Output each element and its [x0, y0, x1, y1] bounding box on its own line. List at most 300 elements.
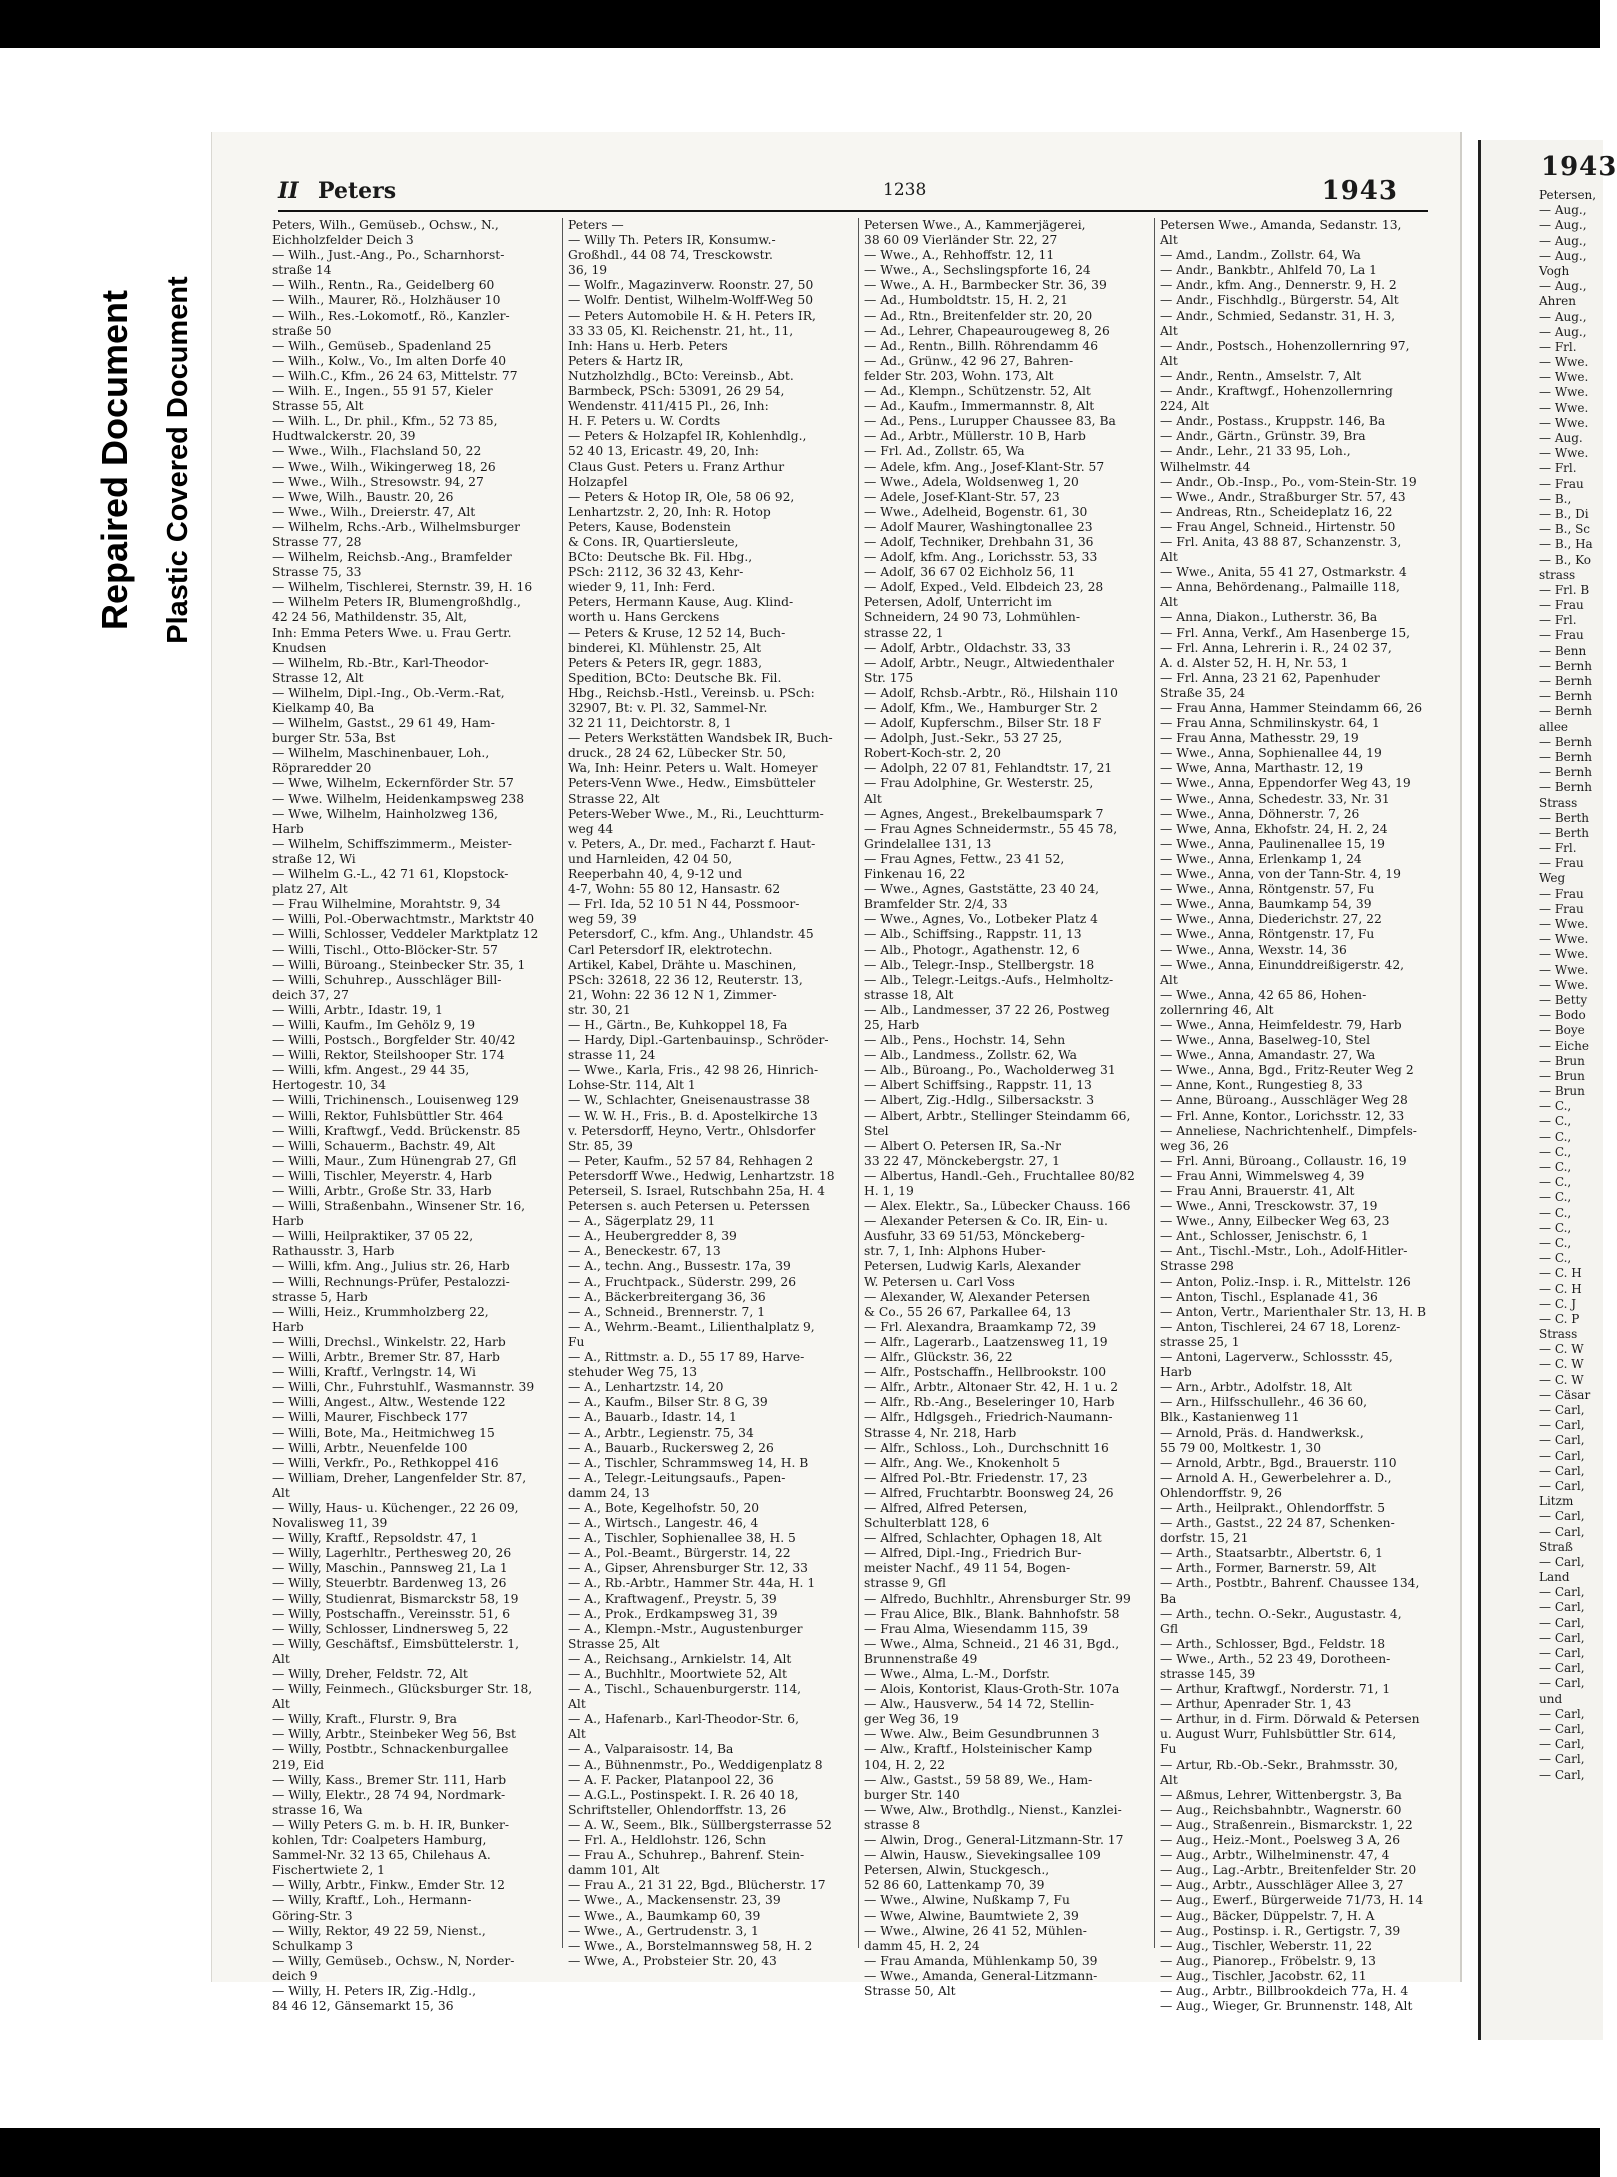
directory-entry-line: — Willi, Kraftwgf., Vedd. Brückenstr. 85: [272, 1123, 521, 1138]
directory-entry-line: — Amd., Landm., Zollstr. 64, Wa: [1160, 248, 1361, 263]
directory-entry-line: — Albertus, Handl.-Geh., Fruchtallee 80/82: [864, 1168, 1135, 1183]
adjacent-page-line: — B., Di: [1539, 506, 1589, 521]
directory-entry-line: — Arnold A. H., Gewerbelehrer a. D.,: [1160, 1470, 1392, 1485]
directory-entry-line: — Wwe., Alma, Schneid., 21 46 31, Bgd.,: [864, 1636, 1120, 1651]
directory-entry-line: strasse 18, Alt: [864, 987, 954, 1002]
adjacent-page-line: — Aug.,: [1539, 233, 1587, 248]
directory-entry-line: 33 22 47, Mönckebergstr. 27, 1: [864, 1153, 1060, 1168]
directory-entry-line: — Wwe., Anna, von der Tann-Str. 4, 19: [1160, 867, 1401, 882]
directory-entry-line: — Aug., Postinsp. i. R., Gertigstr. 7, 39: [1160, 1923, 1401, 1938]
adjacent-page-line: — Frl.: [1539, 339, 1577, 354]
adjacent-page-line: — Brun: [1539, 1053, 1585, 1068]
directory-entry-line: — Wwe., Anna, Baumkamp 54, 39: [1160, 897, 1372, 912]
directory-entry-line: Wendenstr. 411/415 Pl., 26, Inh:: [568, 399, 769, 414]
adjacent-page-line: — Bernh: [1539, 765, 1592, 780]
directory-entry-line: — Wwe, A., Probsteier Str. 20, 43: [568, 1953, 777, 1968]
directory-entry-line: — Wwe., A., Mackensenstr. 23, 39: [568, 1893, 781, 1908]
directory-entry-line: — Willy, Feinmech., Glücksburger Str. 18,: [272, 1682, 533, 1697]
directory-entry-line: burger Str. 140: [864, 1787, 960, 1802]
directory-entry-line: v. Peters, A., Dr. med., Facharzt f. Haut-: [568, 836, 816, 851]
adjacent-page-line: Petersen,: [1539, 188, 1597, 202]
directory-entry-line: — Alb., Telegr.-Leitgs.-Aufs., Helmholtz-: [864, 972, 1114, 987]
directory-entry-line: — Willi, Arbtr., Bremer Str. 87, Harb: [272, 1350, 500, 1365]
adjacent-page-line: — Carl,: [1539, 1721, 1585, 1736]
directory-entry-line: — Aug., Ewerf., Bürgerweide 71/73, H. 14: [1160, 1893, 1424, 1908]
adjacent-page-line: — Bernh: [1539, 704, 1592, 719]
directory-entry-line: — Arth., Gastst., 22 24 87, Schenken-: [1160, 1516, 1395, 1531]
adjacent-page-line: und: [1539, 1691, 1563, 1706]
directory-entry-line: — Alfr., Arbtr., Altonaer Str. 42, H. 1 u. 2: [864, 1380, 1119, 1395]
directory-entry-line: Holzapfel: [568, 474, 628, 489]
directory-entry-line: — Alwin, Drog., General-Litzmann-Str. 17: [864, 1833, 1124, 1848]
directory-entry-line: — Willi, Maurer, Fischbeck 177: [272, 1410, 468, 1425]
directory-entry-line: — Wilhelm, Reichsb.-Ang., Bramfelder: [272, 550, 512, 565]
directory-entry-line: — Wwe., Alwine, 26 41 52, Mühlen-: [864, 1923, 1087, 1938]
directory-entry-line: strasse 5, Harb: [272, 1289, 368, 1304]
directory-entry-line: Alt: [1160, 353, 1178, 368]
directory-entry-line: 52 86 60, Lattenkamp 70, 39: [864, 1878, 1045, 1893]
directory-entry-line: — Alb., Photogr., Agathenstr. 12, 6: [864, 942, 1080, 957]
directory-entry-line: str. 7, 1, Inh: Alphons Huber-: [864, 1244, 1046, 1259]
directory-entry-line: — Anne, Büroang., Ausschläger Weg 28: [1160, 1093, 1408, 1108]
directory-entry-line: — Wwe., A. H., Barmbecker Str. 36, 39: [864, 278, 1107, 293]
directory-entry-line: Peterseil, S. Israel, Rutschbahn 25a, H. 4: [568, 1184, 825, 1198]
directory-entry-line: — Adolf, Rchsb.-Arbtr., Rö., Hilshain 110: [864, 685, 1118, 700]
directory-entry-line: — Willi, kfm. Ang., Julius str. 26, Harb: [272, 1259, 510, 1274]
directory-entry-line: — Wwe., Karla, Fris., 42 98 26, Hinrich-: [568, 1063, 819, 1078]
directory-entry-line: v. Petersdorff, Heyno, Vertr., Ohlsdorfer: [568, 1123, 816, 1138]
directory-entry-line: Knudsen: [272, 640, 327, 655]
directory-entry-line: — Alfred, Schlachter, Ophagen 18, Alt: [864, 1531, 1102, 1546]
adjacent-page-edge: [1478, 140, 1617, 2040]
directory-entry-line: — Peters & Hotop IR, Ole, 58 06 92,: [568, 489, 795, 504]
directory-entry-line: — Frau Angel, Schneid., Hirtenstr. 50: [1160, 519, 1396, 534]
adjacent-page-line: — Carl,: [1539, 1600, 1585, 1615]
directory-entry-line: — Wilh. L., Dr. phil., Kfm., 52 73 85,: [272, 414, 498, 429]
directory-entry-line: — A., Tischler, Schrammsweg 14, H. B: [568, 1455, 809, 1470]
scan-border-bottom: [0, 2128, 1600, 2177]
adjacent-page-line: — B., Ko: [1539, 552, 1591, 567]
directory-entry-line: — Wwe., Agnes, Vo., Lotbeker Platz 4: [864, 912, 1098, 927]
directory-entry-line: — Ad., Klempn., Schützenstr. 52, Alt: [864, 384, 1091, 399]
directory-entry-line: Peters, Kause, Bodenstein: [568, 519, 731, 534]
directory-entry-line: Inh: Hans u. Herb. Peters: [568, 338, 728, 353]
directory-entry-line: — Wwe., Anna, Wexstr. 14, 36: [1160, 942, 1347, 957]
adjacent-page-line: — Carl,: [1539, 1646, 1585, 1660]
directory-entry-line: — Frau Anna, Schmilinskystr. 64, 1: [1160, 716, 1380, 731]
directory-entry-line: — Frau Alma, Wiesendamm 115, 39: [864, 1621, 1088, 1636]
directory-entry-line: Str. 175: [864, 670, 914, 685]
directory-entry-line: — Wwe., Wilh., Stresowstr. 94, 27: [272, 474, 484, 489]
directory-entry-line: Rathausstr. 3, Harb: [272, 1244, 395, 1259]
directory-entry-line: — Andr., Postsch., Hohenzollernring 97,: [1160, 338, 1410, 353]
adjacent-page-line: — Wwe.: [1539, 932, 1589, 947]
directory-entry-line: — Arn., Arbtr., Adolfstr. 18, Alt: [1160, 1380, 1352, 1395]
directory-entry-line: Strasse 22, Alt: [568, 791, 660, 806]
directory-entry-line: — Willy, Kraft., Flurstr. 9, Bra: [272, 1712, 457, 1727]
adjacent-page-line: — Frl.: [1539, 461, 1577, 476]
directory-entry-line: — Anneliese, Nachrichtenhelf., Dimpfels-: [1160, 1123, 1417, 1138]
directory-entry-line: — Willy Th. Peters IR, Konsumw.-: [568, 233, 776, 248]
directory-entry-line: Ausfuhr, 33 69 51/53, Mönckeberg-: [864, 1229, 1085, 1244]
directory-column-1: [272, 218, 558, 2014]
directory-entry-line: — Arth., Staatsarbtr., Albertstr. 6, 1: [1160, 1546, 1383, 1561]
directory-entry-line: — Frl. Anita, 43 88 87, Schanzenstr. 3,: [1160, 534, 1402, 549]
directory-entry-line: — Ad., Pens., Lurupper Chaussee 83, Ba: [864, 414, 1116, 429]
directory-entry-line: — Ad., Rtn., Breitenfelder str. 20, 20: [864, 308, 1093, 323]
adjacent-page-line: — C.,: [1539, 1175, 1572, 1190]
directory-entry-line: meister Nachf., 49 11 54, Bogen-: [864, 1561, 1071, 1576]
directory-entry-line: — Aug., Tischler, Weberstr. 11, 22: [1160, 1938, 1373, 1953]
directory-entry-line: — Aug., Wieger, Gr. Brunnenstr. 148, Alt: [1160, 1999, 1413, 2014]
directory-entry-line: — A., Pol.-Beamt., Bürgerstr. 14, 22: [568, 1546, 791, 1561]
directory-entry-line: Peters —: [568, 218, 624, 232]
directory-entry-line: strasse 22, 1: [864, 625, 944, 640]
directory-entry-line: deich 37, 27: [272, 987, 349, 1002]
directory-entry-line: Kielkamp 40, Ba: [272, 701, 375, 715]
directory-entry-line: — Adolph, Just.-Sekr., 53 27 25,: [864, 731, 1063, 746]
directory-entry-line: Strasse 55, Alt: [272, 399, 364, 414]
directory-entry-line: Spedition, BCto: Deutsche Bk. Fil.: [568, 670, 782, 685]
directory-entry-line: — A.G.L., Postinspekt. I. R. 26 40 18,: [568, 1787, 799, 1802]
directory-entry-line: — A. W., Seem., Blk., Süllbergsterrasse 52: [568, 1817, 832, 1832]
directory-entry-line: — Andr., Rentn., Amselstr. 7, Alt: [1160, 368, 1362, 383]
directory-entry-line: Alt: [864, 791, 882, 806]
directory-entry-line: — A., Fruchtpack., Süderstr. 299, 26: [568, 1274, 797, 1289]
directory-entry-line: — A., Wirtsch., Langestr. 46, 4: [568, 1516, 759, 1531]
directory-entry-line: Fu: [568, 1334, 585, 1349]
directory-entry-line: Strasse 298: [1160, 1259, 1234, 1274]
directory-entry-line: Schneidern, 24 90 73, Lohmühlen-: [864, 610, 1080, 625]
directory-entry-line: — A. F. Packer, Platanpool 22, 36: [568, 1772, 774, 1787]
adjacent-page-line: — Wwe.: [1539, 947, 1589, 962]
adjacent-page-line: allee: [1539, 719, 1569, 734]
directory-entry-line: wieder 9, 11, Inh: Ferd.: [568, 580, 716, 595]
directory-entry-line: Petersen, Alwin, Stuckgesch.,: [864, 1863, 1050, 1878]
repair-note-line1: Repaired Document: [94, 289, 135, 631]
directory-entry-line: strasse 145, 39: [1160, 1667, 1256, 1681]
directory-entry-line: Ba: [1160, 1591, 1177, 1606]
directory-entry-line: Alt: [1160, 595, 1178, 610]
adjacent-page-line: — Bernh: [1539, 674, 1592, 688]
directory-entry-line: Hertogestr. 10, 34: [272, 1078, 387, 1093]
directory-entry-line: — Willi, Rektor, Steilshooper Str. 174: [272, 1048, 505, 1063]
directory-entry-line: Wa, Inh: Heinr. Peters u. Walt. Homeyer: [568, 761, 818, 776]
directory-entry-line: — A., Beneckestr. 67, 13: [568, 1244, 721, 1259]
directory-entry-line: — Aug., Lag.-Arbtr., Breitenfelder Str. 20: [1160, 1863, 1417, 1878]
adjacent-page-line: — B., Ha: [1539, 537, 1593, 552]
directory-entry-line: — Willi, Arbtr., Neuenfelde 100: [272, 1440, 468, 1455]
directory-entry-line: 32907, Bt: v. Pl. 32, Sammel-Nr.: [568, 701, 768, 715]
directory-entry-line: strasse 9, Gfl: [864, 1576, 946, 1591]
directory-entry-line: damm 24, 13: [568, 1485, 650, 1500]
directory-entry-line: Peters & Peters IR, gegr. 1883,: [568, 655, 762, 670]
adjacent-page-line: — B.,: [1539, 491, 1572, 506]
directory-entry-line: — A., Sägerplatz 29, 11: [568, 1214, 716, 1229]
directory-entry-line: Peters-Venn Wwe., Hedw., Eimsbütteler: [568, 776, 816, 791]
directory-entry-line: — Alb., Pens., Hochstr. 14, Sehn: [864, 1033, 1066, 1048]
directory-entry-line: & Co., 55 26 67, Parkallee 64, 13: [864, 1304, 1071, 1319]
directory-entry-line: — Frl. Ida, 52 10 51 N 44, Possmoor-: [568, 897, 800, 912]
directory-entry-line: Petersen, Adolf, Unterricht im: [864, 595, 1052, 610]
directory-entry-line: — Wwe., Anna, Paulinenallee 15, 19: [1160, 836, 1385, 851]
directory-entry-line: — Wwe., Anna, Röntgenstr. 17, Fu: [1160, 927, 1375, 942]
directory-entry-line: Fu: [1160, 1742, 1177, 1757]
directory-entry-line: — Andr., Ob.-Insp., Po., vom-Stein-Str. 19: [1160, 474, 1417, 489]
directory-entry-line: — Willy, Postbtr., Schnackenburgallee: [272, 1742, 509, 1757]
adjacent-page-line: — C. P: [1539, 1311, 1580, 1326]
directory-entry-line: Ohlendorffstr. 9, 26: [1160, 1485, 1282, 1500]
directory-entry-line: — Willi, kfm. Angest., 29 44 35,: [272, 1063, 470, 1078]
adjacent-page-line: — Wwe.: [1539, 977, 1589, 992]
directory-entry-line: Alt: [568, 1727, 586, 1742]
directory-entry-line: strasse 16, Wa: [272, 1802, 363, 1817]
directory-entry-line: worth u. Hans Gerckens: [568, 610, 720, 625]
directory-entry-line: — Alb., Büroang., Po., Wacholderweg 31: [864, 1063, 1116, 1078]
directory-entry-line: W. Petersen u. Carl Voss: [864, 1274, 1015, 1289]
directory-entry-line: — A., Kraftwagenf., Preystr. 5, 39: [568, 1591, 777, 1606]
directory-entry-line: — A., Reichsang., Arnkielstr. 14, Alt: [568, 1651, 792, 1666]
directory-entry-line: — Anne, Kont., Rungestieg 8, 33: [1160, 1078, 1363, 1093]
directory-entry-line: — Andr., Postass., Kruppstr. 146, Ba: [1160, 414, 1386, 429]
directory-entry-line: — Arth., Schlosser, Bgd., Feldstr. 18: [1160, 1636, 1386, 1651]
adjacent-page-line: — C.,: [1539, 1129, 1572, 1144]
directory-entry-line: — Willy, Haus- u. Küchenger., 22 26 09,: [272, 1500, 519, 1515]
directory-entry-line: — A., Valparaisostr. 14, Ba: [568, 1742, 734, 1757]
directory-entry-line: 36, 19: [568, 263, 608, 278]
directory-entry-line: Robert-Koch-str. 2, 20: [864, 746, 1001, 761]
directory-entry-line: Hudtwalckerstr. 20, 39: [272, 429, 416, 444]
directory-entry-line: — Wwe., Adela, Woldsenweg 1, 20: [864, 474, 1079, 489]
adjacent-page-line: — Bernh: [1539, 780, 1592, 795]
directory-entry-line: — Willi, Kraftf., Verlngstr. 14, Wi: [272, 1365, 476, 1380]
directory-entry-line: — Willy, Rektor, 49 22 59, Nienst.,: [272, 1923, 486, 1938]
directory-entry-line: weg 59, 39: [568, 912, 637, 927]
directory-entry-line: — Alw., Gastst., 59 58 89, We., Ham-: [864, 1772, 1093, 1787]
adjacent-page-line: — Wwe.: [1539, 385, 1589, 400]
adjacent-page-line: — C.,: [1539, 1251, 1572, 1266]
directory-entry-line: — Andr., kfm. Ang., Dennerstr. 9, H. 2: [1160, 278, 1397, 293]
directory-entry-line: damm 101, Alt: [568, 1863, 660, 1878]
directory-entry-line: — Frl. Ad., Zollstr. 65, Wa: [864, 444, 1025, 459]
adjacent-page-line: — Carl,: [1539, 1448, 1585, 1463]
directory-entry-line: weg 36, 26: [1160, 1138, 1229, 1153]
directory-entry-line: — Willi, Straßenbahn., Winsener Str. 16,: [272, 1199, 526, 1214]
directory-entry-line: Schulterblatt 128, 6: [864, 1516, 990, 1531]
directory-entry-line: — A., Hafenarb., Karl-Theodor-Str. 6,: [568, 1712, 800, 1727]
adjacent-page-line: Weg: [1539, 871, 1566, 886]
directory-entry-line: Peters-Weber Wwe., M., Ri., Leuchtturm-: [568, 806, 824, 821]
adjacent-page-line: — Bodo: [1539, 1008, 1586, 1023]
directory-entry-line: zollernring 46, Alt: [1160, 1002, 1274, 1017]
directory-entry-line: — Willy, H. Peters IR, Zig.-Hdlg.,: [272, 1983, 476, 1998]
scan-border-top: [0, 0, 1600, 48]
adjacent-page-line: — Carl,: [1539, 1463, 1585, 1478]
adjacent-page-line: — C. H: [1539, 1281, 1582, 1296]
directory-entry-line: — Ad., Grünw., 42 96 27, Bahren-: [864, 353, 1074, 368]
directory-entry-line: — Willi, Verkfr., Po., Rethkoppel 416: [272, 1455, 499, 1470]
adjacent-page-line: — Carl,: [1539, 1630, 1585, 1645]
directory-entry-line: PSch: 2112, 36 32 43, Kehr-: [568, 565, 744, 580]
directory-entry-line: — Willy, Studienrat, Bismarckstr 58, 19: [272, 1591, 519, 1606]
directory-entry-line: 84 46 12, Gänsemarkt 15, 36: [272, 1999, 454, 2014]
directory-entry-line: — Frau Wilhelmine, Morahtstr. 9, 34: [272, 897, 501, 912]
directory-entry-line: — Frl. Anna, 23 21 62, Papenhuder: [1160, 670, 1380, 685]
directory-entry-line: Bramfelder Str. 2/4, 33: [864, 897, 1008, 912]
directory-entry-line: — Willy, Kraftf., Repsoldstr. 47, 1: [272, 1531, 479, 1546]
directory-entry-line: — Wilh., Kolw., Vo., Im alten Dorfe 40: [272, 353, 507, 368]
directory-entry-line: strasse 25, 1: [1160, 1334, 1240, 1349]
directory-entry-line: — Adolf Maurer, Washingtonallee 23: [864, 519, 1093, 534]
directory-entry-line: 52 40 13, Ericastr. 49, 20, Inh:: [568, 444, 759, 459]
directory-entry-line: — Wwe., Anna, Schedestr. 33, Nr. 31: [1160, 791, 1390, 806]
adjacent-page-line: — C. J: [1539, 1296, 1577, 1311]
directory-entry-line: — Andr., Gärtn., Grünstr. 39, Bra: [1160, 429, 1366, 444]
directory-entry-line: str. 30, 21: [568, 1002, 631, 1017]
adjacent-page-line: — Brun: [1539, 1084, 1585, 1099]
directory-entry-line: — Wwe., Anna, Sophienallee 44, 19: [1160, 746, 1382, 761]
directory-entry-line: Reeperbahn 40, 4, 9-12 und: [568, 867, 743, 882]
directory-entry-line: Strasse 75, 33: [272, 565, 362, 580]
directory-entry-line: — Wwe., Anna, Röntgenstr. 57, Fu: [1160, 882, 1375, 897]
directory-entry-line: — Frau Anna, Hammer Steindamm 66, 26: [1160, 701, 1423, 715]
directory-entry-line: — Willy, Gemüseb., Ochsw., N, Norder-: [272, 1953, 515, 1968]
adjacent-page-line: — Carl,: [1539, 1585, 1585, 1600]
directory-entry-line: — Willi, Rektor, Fuhlsbüttler Str. 464: [272, 1108, 504, 1123]
directory-entry-line: — Andr., Lehr., 21 33 95, Loh.,: [1160, 444, 1351, 459]
directory-entry-line: — Peters & Kruse, 12 52 14, Buch-: [568, 625, 786, 640]
adjacent-page-line: — Bernh: [1539, 749, 1592, 764]
directory-entry-line: — Anton, Vertr., Marienthaler Str. 13, H. B: [1160, 1304, 1427, 1319]
adjacent-page-line: — Aug.: [1539, 431, 1583, 445]
directory-entry-line: — Adolf, Arbtr., Neugr., Altwiedenthaler: [864, 655, 1114, 670]
directory-entry-line: — Alb., Landmesser, 37 22 26, Postweg: [864, 1002, 1110, 1017]
directory-entry-line: — Adolf, Kfm., We., Hamburger Str. 2: [864, 701, 1098, 715]
directory-entry-line: — Alw., Kraftf., Holsteinischer Kamp: [864, 1742, 1093, 1757]
page-year: 1943: [1321, 176, 1398, 206]
adjacent-page-line: Strass: [1539, 795, 1578, 810]
adjacent-page-line: — Frl. B: [1539, 582, 1590, 597]
directory-entry-line: — Wwe. Wilhelm, Heidenkampsweg 238: [272, 791, 525, 806]
directory-entry-line: — Wwe., A., Borstelmannsweg 58, H. 2: [568, 1938, 813, 1953]
directory-entry-line: — Willy, Geschäftsf., Eimsbüttelerstr. 1,: [272, 1636, 519, 1651]
directory-entry-line: — Albert, Arbtr., Stellinger Steindamm 66,: [864, 1108, 1131, 1123]
directory-entry-line: Alt: [272, 1651, 290, 1666]
adjacent-page-line: — Frau: [1539, 886, 1584, 901]
adjacent-page-line: — Carl,: [1539, 1676, 1585, 1691]
directory-entry-line: — Peter, Kaufm., 52 57 84, Rehhagen 2: [568, 1153, 814, 1168]
adjacent-page-line: — Carl,: [1539, 1752, 1585, 1767]
directory-entry-line: — Aug., Bäcker, Düppelstr. 7, H. A: [1160, 1908, 1375, 1923]
adjacent-page-line: — Berth: [1539, 825, 1590, 840]
directory-entry-line: — Adolf, Arbtr., Oldachstr. 33, 33: [864, 640, 1071, 655]
adjacent-page-line: — Aug.,: [1539, 218, 1587, 233]
directory-entry-line: — Willi, Arbtr., Große Str. 33, Harb: [272, 1184, 492, 1198]
directory-entry-line: — Willy, Dreher, Feldstr. 72, Alt: [272, 1667, 468, 1681]
directory-entry-line: — Adolf, Kupferschm., Bilser Str. 18 F: [864, 716, 1102, 731]
directory-entry-line: — A., Rb.-Arbtr., Hammer Str. 44a, H. 1: [568, 1576, 816, 1591]
directory-entry-line: Alt: [272, 1697, 290, 1712]
directory-entry-line: — Wwe, Anna, Marthastr. 12, 19: [1160, 761, 1364, 776]
directory-entry-line: — A., Bühnenmstr., Po., Weddigenplatz 8: [568, 1757, 823, 1772]
directory-entry-line: — A., Buchhltr., Moortwiete 52, Alt: [568, 1667, 787, 1681]
directory-entry-line: — Albert Schiffsing., Rappstr. 11, 13: [864, 1078, 1092, 1093]
directory-entry-line: Petersdorff Wwe., Hedwig, Lenhartzstr. 18: [568, 1168, 835, 1183]
directory-entry-line: — Willy, Maschin., Pannsweg 21, La 1: [272, 1561, 508, 1576]
directory-entry-line: — Wwe. Alw., Beim Gesundbrunnen 3: [864, 1727, 1100, 1742]
directory-entry-line: — Alb., Schiffsing., Rappstr. 11, 13: [864, 927, 1082, 942]
directory-entry-line: 55 79 00, Moltkestr. 1, 30: [1160, 1440, 1322, 1455]
directory-entry-line: — Arthur, in d. Firm. Dörwald & Petersen: [1160, 1712, 1420, 1727]
directory-entry-line: — Ad., Rentn., Billh. Röhrendamm 46: [864, 338, 1099, 353]
directory-entry-line: — Aug., Arbtr., Ausschläger Allee 3, 27: [1160, 1878, 1404, 1893]
adjacent-page-line: — Carl,: [1539, 1737, 1585, 1752]
directory-entry-line: — Alb., Telegr.-Insp., Stellbergstr. 18: [864, 957, 1095, 972]
adjacent-page-line: — Frau: [1539, 476, 1584, 491]
directory-entry-line: — Willy, Postschaffn., Vereinsstr. 51, 6: [272, 1606, 511, 1621]
adjacent-page-line: Ahren: [1539, 294, 1576, 309]
directory-entry-line: 33 33 05, Kl. Reichenstr. 21, ht., 11,: [568, 323, 794, 338]
adjacent-page-line: — Carl,: [1539, 1524, 1585, 1539]
adjacent-page-line: — Bernh: [1539, 734, 1592, 749]
directory-entry-line: — Alfr., Schloss., Loh., Durchschnitt 16: [864, 1440, 1109, 1455]
directory-entry-line: kohlen, Tdr: Coalpeters Hamburg,: [272, 1833, 487, 1848]
directory-entry-line: — A., Gipser, Ahrensburger Str. 12, 33: [568, 1561, 808, 1576]
directory-entry-line: — Wwe., Anna, 42 65 86, Hohen-: [1160, 987, 1367, 1002]
directory-entry-line: — A., Prok., Erdkampsweg 31, 39: [568, 1606, 778, 1621]
directory-entry-line: — Wilhelm, Rchs.-Arb., Wilhelmsburger: [272, 519, 520, 534]
column-divider: [1154, 218, 1155, 1948]
directory-entry-line: deich 9: [272, 1968, 318, 1983]
adjacent-page-line: — C.,: [1539, 1205, 1572, 1220]
directory-entry-line: Alt: [1160, 972, 1178, 987]
adjacent-page-line: — Aug.,: [1539, 309, 1587, 324]
directory-entry-line: — Willi, Drechsl., Winkelstr. 22, Harb: [272, 1334, 506, 1349]
directory-entry-line: — Alfred Pol.-Btr. Friedenstr. 17, 23: [864, 1470, 1088, 1485]
directory-entry-line: — Wwe, Alwine, Baumtwiete 2, 39: [864, 1908, 1079, 1923]
directory-entry-line: PSch: 32618, 22 36 12, Reuterstr. 13,: [568, 972, 803, 987]
directory-entry-line: — William, Dreher, Langenfelder Str. 87,: [272, 1470, 527, 1485]
directory-entry-line: ger Weg 36, 19: [864, 1712, 959, 1727]
directory-entry-line: Grindelallee 131, 13: [864, 836, 992, 851]
directory-entry-line: — Frau Alice, Blk., Blank. Bahnhofstr. 58: [864, 1606, 1120, 1621]
directory-entry-line: — Wwe., Anna, Baselweg-10, Stel: [1160, 1033, 1371, 1048]
directory-entry-line: — Peters & Holzapfel IR, Kohlenhdlg.,: [568, 429, 807, 444]
directory-entry-line: — Willy, Schlosser, Lindnersweg 5, 22: [272, 1621, 509, 1636]
directory-entry-line: — Wilh., Maurer, Rö., Holzhäuser 10: [272, 293, 501, 308]
directory-entry-line: — Adele, Josef-Klant-Str. 57, 23: [864, 489, 1060, 504]
directory-entry-line: — Alfr., Postschaffn., Hellbrookstr. 100: [864, 1365, 1107, 1380]
directory-entry-line: Peters & Hartz IR,: [568, 353, 684, 368]
directory-entry-line: strasse 8: [864, 1817, 921, 1832]
adjacent-page-line: — Bernh: [1539, 689, 1592, 704]
directory-entry-line: — Wwe., Wilh., Flachsland 50, 22: [272, 444, 482, 459]
directory-entry-line: — Willi, Büroang., Steinbecker Str. 35, 1: [272, 957, 526, 972]
directory-entry-line: — A., Lenhartzstr. 14, 20: [568, 1380, 724, 1395]
directory-entry-line: — Ant., Tischl.-Mstr., Loh., Adolf-Hitler-: [1160, 1244, 1408, 1259]
directory-entry-line: — Arnold, Präs. d. Handwerksk.,: [1160, 1425, 1364, 1440]
adjacent-page-line: — Frau: [1539, 856, 1584, 871]
directory-entry-line: Peters, Hermann Kause, Aug. Klind-: [568, 595, 794, 610]
directory-entry-line: — Adolf, Techniker, Drehbahn 31, 36: [864, 534, 1094, 549]
directory-entry-line: — Wwe., A., Baumkamp 60, 39: [568, 1908, 761, 1923]
directory-entry-line: — Alfr., Lagerarb., Laatzensweg 11, 19: [864, 1334, 1108, 1349]
directory-entry-line: — Frau Anna, Mathesstr. 29, 19: [1160, 731, 1359, 746]
directory-entry-line: — Agnes, Angest., Brekelbaumspark 7: [864, 806, 1104, 821]
directory-entry-line: — Alex. Elektr., Sa., Lübecker Chauss. 166: [864, 1199, 1131, 1214]
directory-entry-line: — Wwe., Anna, Bgd., Fritz-Reuter Weg 2: [1160, 1063, 1414, 1078]
directory-entry-line: — Alfr., Ang. We., Knokenholt 5: [864, 1455, 1061, 1470]
